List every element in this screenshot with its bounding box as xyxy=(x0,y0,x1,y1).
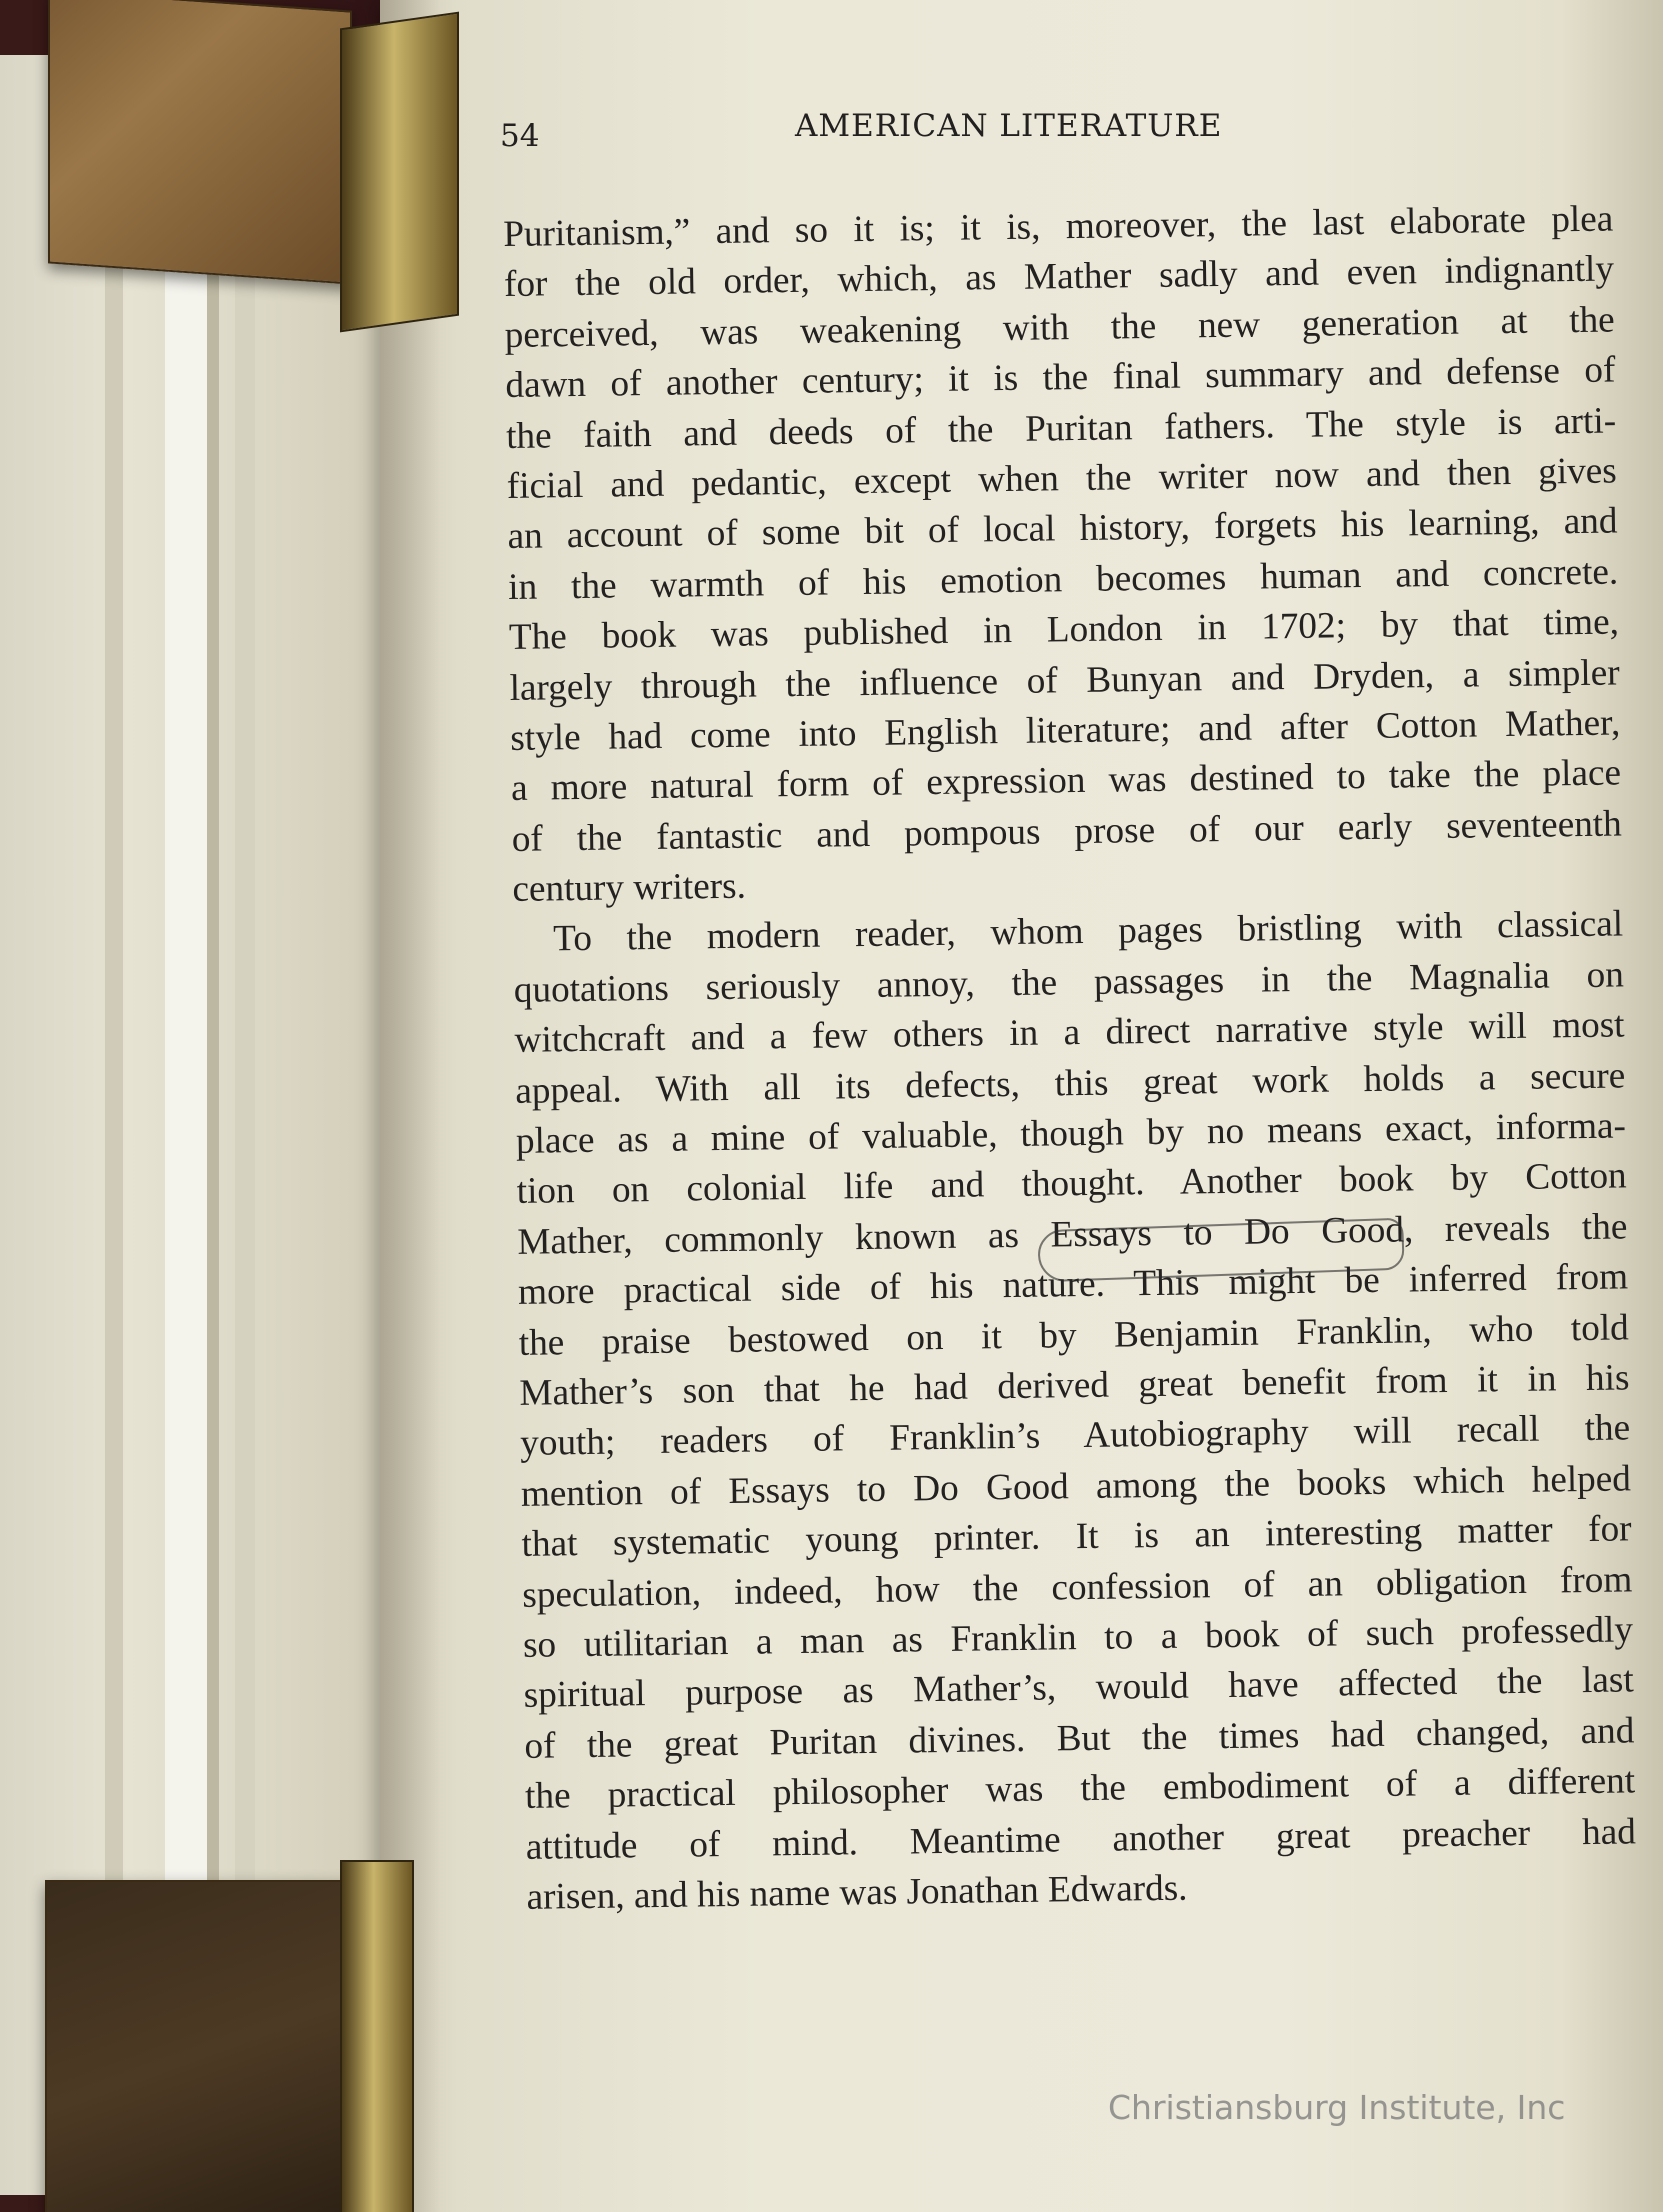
text-line: Puritanism,” and so it is; it is, moreover, the last elaborate plea xyxy=(503,198,1614,255)
text-line: the praise bestowed on it by Benjamin Franklin, who told xyxy=(518,1306,1629,1364)
text-line: The book was published in London in 1702; by that time, xyxy=(508,601,1620,659)
text-line: Mather’s son that he had derived great benefit from it in his xyxy=(519,1357,1630,1414)
text-line: an account of some bit of local history, forgets his learning, and xyxy=(507,500,1618,558)
text-line: more practical side of his nature. This might be inferred from xyxy=(517,1256,1629,1314)
text-line: tion on colonial life and thought. Another book by Cotton xyxy=(516,1155,1627,1213)
text-line: arisen, and his name was Jonathan Edwards. xyxy=(526,1867,1188,1918)
text-line: youth; readers of Franklin’s Autobiography will recall the xyxy=(519,1407,1631,1465)
text-line: place as a mine of valuable, though by no means exact, informa- xyxy=(515,1105,1627,1162)
bottom-binder-clip xyxy=(40,1860,420,2212)
body-text xyxy=(503,195,1637,1924)
page-number: 54 xyxy=(500,118,540,154)
top-binder-clip xyxy=(40,0,440,340)
text-line: for the old order, which, as Mather sadly and even indignantly xyxy=(503,248,1615,306)
text-line: of the fantastic and pompous prose of our early seventeenth xyxy=(511,803,1622,860)
text-line: spiritual purpose as Mather’s, would have affected the last xyxy=(523,1659,1634,1717)
text-line: dawn of another century; it is the final summary and defense of xyxy=(505,349,1616,407)
text-line: witchcraft and a few others in a direct narrative style will most xyxy=(514,1004,1625,1062)
text-line: quotations seriously annoy, the passages in the Magnalia on xyxy=(513,954,1625,1011)
text-line: appeal. With all its defects, this great work holds a secure xyxy=(515,1055,1626,1112)
text-line: a more natural form of expression was destined to take the place xyxy=(510,752,1622,810)
text-line: mention of Essays to Do Good among the books which helped xyxy=(520,1458,1632,1515)
running-title: AMERICAN LITERATURE xyxy=(795,108,1223,144)
watermark: Christiansburg Institute, Inc xyxy=(1108,2088,1566,2127)
text-line: Mather, commonly known as Essays to Do Good, reveals the xyxy=(517,1206,1628,1263)
text-line: To the modern reader, whom pages bristling with classical xyxy=(552,903,1624,960)
text-line: attitude of mind. Meantime another great preacher had xyxy=(525,1810,1637,1868)
text-line: century writers. xyxy=(512,865,747,911)
text-line: in the warmth of his emotion becomes human and concrete. xyxy=(507,551,1619,608)
text-line: so utilitarian a man as Franklin to a book of such professedly xyxy=(522,1609,1634,1666)
text-line: largely through the influence of Bunyan and Dryden, a simpler xyxy=(509,651,1620,709)
text-line: style had come into English literature; and after Cotton Mather, xyxy=(510,702,1621,759)
text-line: of the great Puritan divines. But the times had changed, and xyxy=(524,1710,1635,1767)
text-line: the practical philosopher was the embodiment of a different xyxy=(524,1760,1636,1817)
text-line: the faith and deeds of the Puritan fathers. The style is arti- xyxy=(505,400,1617,457)
text-line: that systematic young printer. It is an interesting matter for xyxy=(521,1508,1632,1566)
text-line: speculation, indeed, how the confession of an obligation from xyxy=(522,1558,1633,1616)
text-line: ficial and pedantic, except when the writer now and then gives xyxy=(506,450,1618,507)
text-line: perceived, was weakening with the new generation at the xyxy=(504,299,1615,356)
